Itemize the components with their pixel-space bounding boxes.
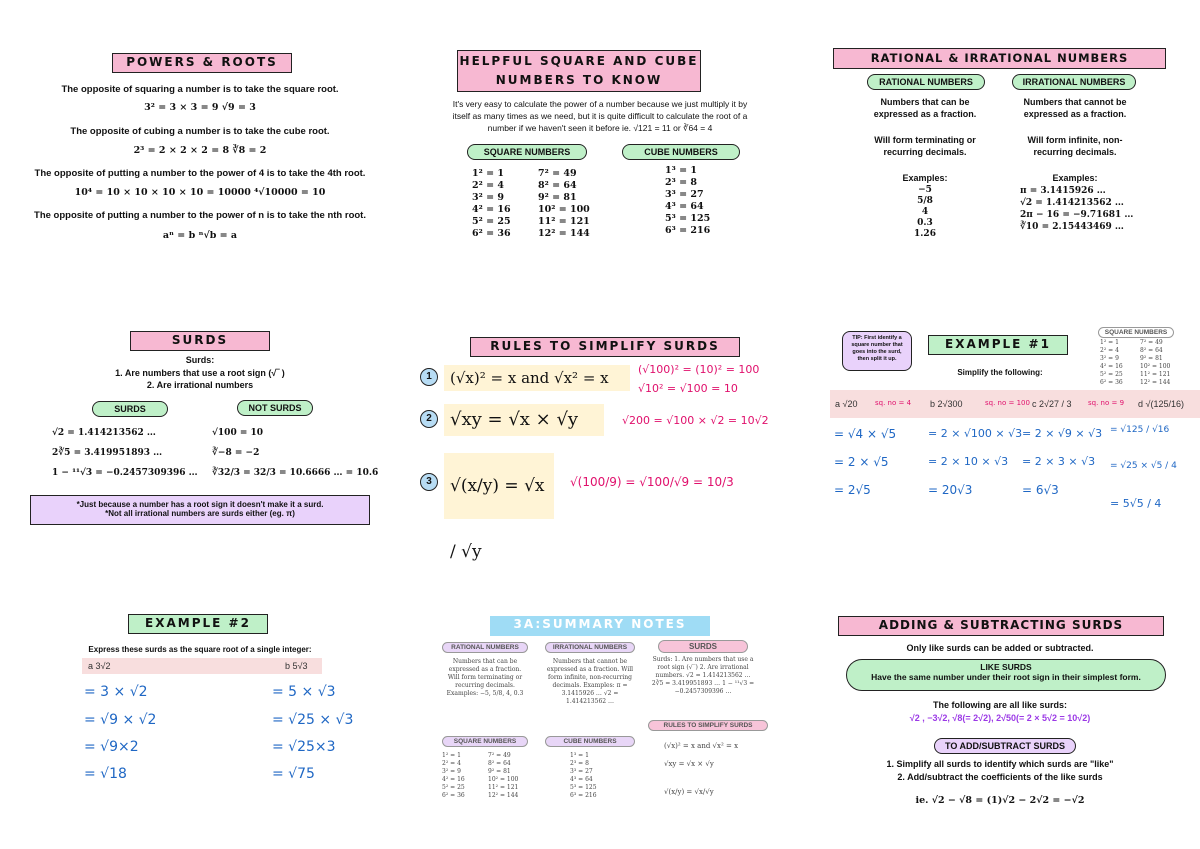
adding-title: ADDING & SUBTRACTING SURDS [838,616,1164,636]
helpful-intro-2: itself as many times as we need, but it is quite difficult to calculate the root of a [452,111,748,121]
rational-example-item: 5/8 [917,196,933,206]
summary-square-a [442,752,465,800]
summary-title: 3A:SUMMARY NOTES [490,616,710,636]
helpful-title-line-2: NUMBERS TO KNOW [495,73,663,87]
ex1-question-c: c 2√27 / 3 [1032,399,1072,409]
powers-line-3: The opposite of putting a number to the power of 4 is to take the 4th root. [34,168,366,179]
ex1-a-step-3: = 2√5 [834,483,871,497]
like-surds-follow: The following are all like surds: [932,700,1068,710]
rational-desc-1: Numbers that can be [880,97,970,107]
summary-rational-text: Numbers that can be expressed as a fraction. Will form terminating or recurring decimals. Examples: −5, 5/8, 4, 0.3 [446,658,524,697]
summary-square-item: 12² = 144 [488,792,519,799]
surd-example-item: √2 = 1.414213562 … [52,428,156,438]
rule-1-badge: 1 [420,368,438,386]
ex1-square-item: 9² = 81 [1140,355,1163,362]
panel-surds [0,283,400,566]
ex1-square-item: 12² = 144 [1140,379,1171,386]
ex1-b-step-2: = 2 × 10 × √3 [928,455,1009,468]
example-1-title: EXAMPLE #1 [928,335,1068,355]
irrational-desc-2: expressed as a fraction. [1023,109,1127,119]
surds-note-2: *Not all irrational numbers are surds either (eg. π) [105,509,295,518]
ex1-question-d: d √(125/16) [1138,399,1184,409]
rule-3-badge: 3 [420,473,438,491]
summary-square-item: 2² = 4 [442,760,461,767]
square-number-item: 4² = 16 [472,204,511,215]
rational-desc-4: recurring decimals. [883,147,967,157]
ex1-square-item: 1² = 1 [1100,339,1119,346]
irrational-example-item: ∛10 = 2.15443469 … [1020,222,1124,232]
summary-cube-item: 3³ = 27 [570,768,593,775]
rule-2-example: √200 = √100 × √2 = 10√2 [622,414,769,427]
ex1-square-item: 6² = 36 [1100,379,1123,386]
panel-summary [400,566,800,849]
summary-cube-item: 1³ = 1 [570,752,589,759]
square-list-a [472,168,511,240]
ex1-square-item: 5² = 25 [1100,371,1123,378]
powers-line-1: The opposite of squaring a number is to take the square root. [61,84,339,95]
helpful-intro-1: It's very easy to calculate the power of a number because we just multiply it by [452,99,748,109]
helpful-title-line-1: HELPFUL SQUARE AND CUBE [459,54,699,68]
square-numbers-label: SQUARE NUMBERS [467,144,587,160]
ex2-question-b: b 5√3 [285,661,308,671]
ex2-b-step-1: = 5 × √3 [272,684,336,700]
ex1-square-item: 4² = 16 [1100,363,1123,370]
surds-label: SURDS [92,401,168,417]
cube-number-item: 5³ = 125 [665,213,711,224]
powers-math-1: 3² = 3 × 3 = 9 √9 = 3 [144,102,256,113]
ex1-square-item: 7² = 49 [1140,339,1163,346]
rule-1-example-b: √10² = √100 = 10 [638,382,738,395]
surds-examples [52,423,198,483]
ex2-instruction: Express these surds as the square root of a single integer: [88,645,312,654]
summary-square-item: 10² = 100 [488,776,519,783]
surds-def-2: 2. Are irrational numbers [146,380,254,390]
panel-example-1 [800,283,1200,566]
not-surd-example-item: √100 = 10 [212,428,264,438]
not-surd-example-item: ∛32/3 = 32/3 = 10.6666 … = 10.6̇ [212,468,379,478]
ex1-question-b: b 2√300 [930,399,963,409]
ex2-b-step-2: = √25 × √3 [272,712,354,728]
rational-example-item: 4 [921,207,929,217]
rule-3-example: √(100/9) = √100/√9 = 10/3 [570,475,734,489]
summary-square-item: 4² = 16 [442,776,465,783]
irrational-numbers-label: IRRATIONAL NUMBERS [1012,74,1136,90]
surd-example-item: 1 − ¹¹√3 = −0.2457309396 … [52,468,198,478]
summary-rule-1: (√x)² = x and √x² = x [664,742,739,750]
rational-example-item: −5 [918,185,932,195]
square-number-item: 7² = 49 [538,168,577,179]
ex2-b-step-3: = √25×3 [272,739,336,755]
ex1-hint-b: sq. no = 100 [985,399,1030,407]
summary-surds-label: SURDS [658,640,748,653]
ex1-c-step-2: = 2 × 3 × √3 [1022,455,1096,468]
surds-title: SURDS [130,331,270,351]
square-number-item: 5² = 25 [472,216,511,227]
rule-3-formula: √(x/y) = √x / √y [444,453,554,519]
ex1-square-item: 2² = 4 [1100,347,1119,354]
ex1-instruction: Simplify the following: [957,368,1043,377]
panel-example-2 [0,566,400,849]
cube-number-item: 1³ = 1 [665,165,697,176]
to-add-subtract-label: TO ADD/SUBTRACT SURDS [934,738,1076,754]
powers-math-2: 2³ = 2 × 2 × 2 = 8 ∛8 = 2 [133,145,267,156]
ex1-b-step-3: = 20√3 [928,483,973,497]
summary-rule-2: √xy = √x × √y [664,760,714,768]
summary-cube-item: 4³ = 64 [570,776,593,783]
ex1-square-table-a [1100,339,1123,387]
surds-note-1: *Just because a number has a root sign it doesn't make it a surd. [76,500,324,509]
panel-rules [400,283,800,566]
summary-square-item: 8² = 64 [488,760,511,767]
panel-powers-roots [0,0,400,283]
rational-example-item: 1.26 [914,229,936,239]
rational-numbers-label: RATIONAL NUMBERS [867,74,985,90]
rational-examples-label: Examples: [902,173,948,183]
summary-square-item: 6² = 36 [442,792,465,799]
irrational-example-item: 2π − 16 = −9.71681 … [1020,210,1134,220]
rule-2-badge: 2 [420,410,438,428]
ex1-d-step-2: = √25 × √5 / 4 [1110,461,1177,471]
ex1-c-step-1: = 2 × √9 × √3 [1022,427,1103,440]
irrational-example-item: π = 3.1415926 … [1020,186,1106,196]
adding-subtitle: Only like surds can be added or subtracted. [906,643,1094,653]
ex2-b-step-4: = √75 [272,766,315,782]
ex1-square-table-b [1140,339,1170,387]
like-surds-box [846,659,1166,691]
irrational-desc-1: Numbers that cannot be [1023,97,1127,107]
adding-step-1: 1. Simplify all surds to identify which surds are "like" [886,759,1114,769]
like-surds-examples: √2 , −3√2, √8(= 2√2), 2√50(= 2 × 5√2 = 10√2) [909,713,1091,723]
square-number-item: 11² = 121 [538,216,590,227]
panel-adding-subtracting [800,566,1200,849]
panel-rational-irrational [800,0,1200,283]
irrational-desc-4: recurring decimals. [1033,147,1117,157]
ex1-question-a: a √20 [835,399,858,409]
ex1-square-item: 11² = 121 [1140,371,1171,378]
square-number-item: 8² = 64 [538,180,577,191]
ex1-square-numbers-label: SQUARE NUMBERS [1098,327,1174,338]
panel-helpful-numbers [400,0,800,283]
rational-title: RATIONAL & IRRATIONAL NUMBERS [833,48,1166,69]
square-number-item: 6² = 36 [472,228,511,239]
rule-1-example-a: (√100)² = (10)² = 100 [638,363,760,376]
rules-title: RULES TO SIMPLIFY SURDS [470,337,740,357]
powers-line-4: The opposite of putting a number to the power of n is to take the nth root. [34,210,366,221]
ex1-a-step-1: = √4 × √5 [834,427,897,441]
summary-cubes [570,752,597,800]
cube-numbers-label: CUBE NUMBERS [622,144,740,160]
cube-number-item: 2³ = 8 [665,177,697,188]
ex1-square-item: 8² = 64 [1140,347,1163,354]
square-list-b [538,168,590,240]
summary-rule-3: √(x/y) = √x/√y [664,788,714,796]
ex1-hint-a: sq. no = 4 [875,399,912,407]
like-surds-text: Have the same number under their root sign in their simplest form. [871,672,1141,682]
ex1-c-step-3: = 6√3 [1022,483,1059,497]
powers-math-3: 10⁴ = 10 × 10 × 10 × 10 = 10000 ⁴√10000 = 10 [74,187,326,198]
tip-box: TIP: First identify a square number that goes into the surd, then split it up. [842,331,912,371]
irrational-example-item: √2 = 1.414213562 … [1020,198,1124,208]
summary-square-item: 1² = 1 [442,752,461,759]
cube-number-item: 6³ = 216 [665,225,711,236]
ex1-d-step-1: = √125 / √16 [1110,425,1170,435]
rational-example-item: 0.3 [917,218,933,228]
square-number-item: 12² = 144 [538,228,590,239]
ex2-a-step-4: = √18 [84,766,127,782]
summary-cube-item: 6³ = 216 [570,792,597,799]
cube-number-item: 4³ = 64 [665,201,704,212]
summary-square-item: 7² = 49 [488,752,511,759]
summary-square-item: 5² = 25 [442,784,465,791]
ex2-a-step-3: = √9×2 [84,739,139,755]
summary-surds-text: Surds: 1. Are numbers that use a root sign (√‾) 2. Are irrational numbers. √2 = 1.414213562 … 2∛5 = 3.419951893 … 1 − ¹¹√3 = −0.2457309396 … [651,656,755,695]
adding-example: ie. √2 − √8 = (1)√2 − 2√2 = −√2 [915,795,1085,806]
ex1-square-item: 10² = 100 [1140,363,1171,370]
square-number-item: 9² = 81 [538,192,577,203]
ex1-hint-c: sq. no = 9 [1088,399,1125,407]
powers-title: POWERS & ROOTS [112,53,292,73]
surds-def-1: 1. Are numbers that use a root sign (√‾ ) [115,368,285,378]
helpful-title [457,50,701,92]
ex2-a-step-2: = √9 × √2 [84,712,157,728]
rational-desc-3: Will form terminating or [874,135,976,145]
rule-1-formula: (√x)² = x and √x² = x [444,365,630,391]
summary-square-label: SQUARE NUMBERS [442,736,528,747]
cube-number-item: 3³ = 27 [665,189,704,200]
square-number-item: 2² = 4 [472,180,504,191]
rational-examples [890,185,960,240]
ex1-b-step-1: = 2 × √100 × √3 [928,427,1023,440]
irrational-desc-3: Will form infinite, non- [1027,135,1123,145]
square-number-item: 1² = 1 [472,168,504,179]
cube-list [665,165,710,237]
ex2-a-step-1: = 3 × √2 [84,684,148,700]
summary-square-item: 3² = 9 [442,768,461,775]
summary-irrational-text: Numbers that cannot be expressed as a fraction. Will form infinite, non-recurring decimals. Examples: π = 3.1415926 … √2 = 1.414213562 … [546,658,634,705]
summary-square-b [488,752,518,800]
ex1-d-step-3: = 5√5 / 4 [1110,497,1162,510]
summary-rational-label: RATIONAL NUMBERS [442,642,528,653]
irrational-examples [1020,185,1133,233]
not-surds-label: NOT SURDS [237,400,313,416]
not-surd-example-item: ∛−8 = −2 [212,448,260,458]
summary-cube-item: 5³ = 125 [570,784,597,791]
square-number-item: 3² = 9 [472,192,504,203]
summary-rules-label: RULES TO SIMPLIFY SURDS [648,720,768,731]
irrational-examples-label: Examples: [1052,173,1098,183]
ex1-a-step-2: = 2 × √5 [834,455,889,469]
ex1-square-item: 3² = 9 [1100,355,1119,362]
rule-2-formula: √xy = √x × √y [444,404,604,436]
powers-line-2: The opposite of cubing a number is to take the cube root. [70,126,330,137]
surd-example-item: 2∛5 = 3.419951893 … [52,448,163,458]
square-number-item: 10² = 100 [538,204,590,215]
powers-math-4: aⁿ = b ⁿ√b = a [162,230,238,241]
adding-step-2: 2. Add/subtract the coefficients of the like surds [897,772,1103,782]
helpful-intro-3: number if we haven't seen it before ie. √121 = 11 or ∛64 = 4 [487,123,713,133]
example-2-title: EXAMPLE #2 [128,614,268,634]
summary-square-item: 11² = 121 [488,784,519,791]
rational-desc-2: expressed as a fraction. [873,109,977,119]
surds-note-box [30,495,370,525]
summary-cube-item: 2³ = 8 [570,760,589,767]
not-surds-examples [212,423,378,483]
summary-cube-label: CUBE NUMBERS [545,736,635,747]
summary-square-item: 9² = 81 [488,768,511,775]
summary-irrational-label: IRRATIONAL NUMBERS [545,642,635,653]
surds-sub: Surds: [185,355,215,365]
ex2-question-a: a 3√2 [88,661,111,671]
like-surds-title: LIKE SURDS [980,662,1032,672]
